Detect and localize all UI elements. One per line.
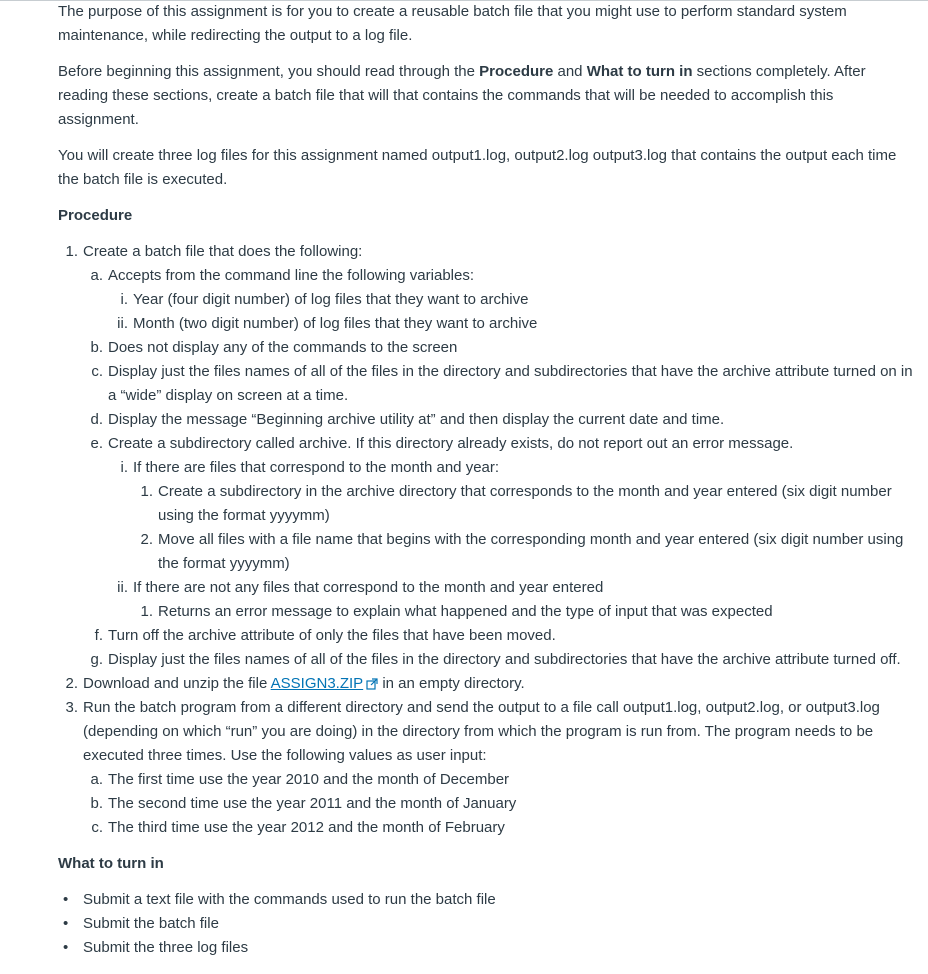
bullet-marker: • bbox=[63, 939, 69, 956]
list-marker: i. bbox=[120, 459, 128, 476]
intro-paragraph-3: You will create three log files for this assignment named output1.log, output2.log output3.log that contains the output each time the batch file is executed. bbox=[58, 147, 897, 188]
list-marker: ii. bbox=[117, 579, 128, 596]
step-3a-text: The first time use the year 2010 and the month of December bbox=[108, 771, 510, 788]
list-item bbox=[94, 624, 918, 648]
intro-p2-rest: sections completely. After reading these sections, create a batch file that will that contains the commands that will be needed to accomplish this assignment. bbox=[58, 63, 866, 128]
sublist-step-3 bbox=[83, 768, 918, 840]
step-1f-text: Turn off the archive attribute of only the files that have been moved. bbox=[108, 627, 556, 644]
list-marker: 1. bbox=[140, 603, 153, 620]
list-item bbox=[90, 648, 918, 672]
step-3b-text: The second time use the year 2011 and the month of January bbox=[108, 795, 517, 812]
step-2-rest: in an empty directory. bbox=[378, 675, 525, 692]
sublist-step-1e bbox=[108, 456, 918, 624]
external-link-icon[interactable] bbox=[366, 678, 378, 690]
list-marker: c. bbox=[91, 819, 103, 836]
step-1e-i-2-text: Move all files with a file name that begins with the corresponding month and year entered (six digit number using the format yyyymm) bbox=[158, 531, 904, 572]
step-1b-text: Does not display any of the commands to the screen bbox=[108, 339, 458, 356]
list-marker: f. bbox=[94, 627, 103, 644]
list-marker: c. bbox=[91, 363, 103, 380]
list-marker: 1. bbox=[65, 243, 78, 260]
list-item bbox=[140, 528, 918, 576]
list-marker: 2. bbox=[65, 675, 78, 692]
list-marker: 3. bbox=[65, 699, 78, 716]
assignment-content bbox=[58, 0, 918, 960]
sublist-step-1 bbox=[83, 264, 918, 672]
sublist-step-1e-ii bbox=[133, 600, 918, 624]
step-1e-ii-1-text: Returns an error message to explain what happened and the type of input that was expected bbox=[158, 603, 773, 620]
step-1e-i-1-text: Create a subdirectory in the archive directory that corresponds to the month and year entered (six digit number using the format yyyymm) bbox=[158, 483, 892, 524]
step-1a-ii-text: Month (two digit number) of log files that they want to archive bbox=[133, 315, 538, 332]
list-item bbox=[63, 936, 918, 960]
list-item bbox=[63, 912, 918, 936]
list-marker: 1. bbox=[140, 483, 153, 500]
sublist-step-1a bbox=[108, 288, 918, 336]
list-item bbox=[65, 672, 918, 696]
list-item bbox=[65, 696, 918, 768]
intro-paragraph-1: The purpose of this assignment is for you to create a reusable batch file that you might use to perform standard system maintenance, while redirecting the output to a log file. bbox=[58, 3, 847, 44]
list-item bbox=[117, 576, 918, 600]
sublist-step-1e-i bbox=[133, 480, 918, 576]
list-marker: a. bbox=[90, 771, 103, 788]
list-marker: ii. bbox=[117, 315, 128, 332]
assign3-zip-link[interactable]: ASSIGN3.ZIP bbox=[270, 675, 364, 692]
turn-in-item-text: Submit the batch file bbox=[83, 915, 219, 932]
list-item bbox=[140, 480, 918, 528]
list-marker: a. bbox=[90, 267, 103, 284]
list-item bbox=[90, 336, 918, 360]
list-marker: b. bbox=[90, 339, 103, 356]
step-3c-text: The third time use the year 2012 and the month of February bbox=[108, 819, 505, 836]
list-item bbox=[91, 816, 918, 840]
step-3-text: Run the batch program from a different directory and send the output to a file call output1.log, output2.log, or output3.log (depending on which “run” you are doing) in the directory from which the program is run from. The program needs to be executed three times. Use the following values as user input: bbox=[83, 699, 880, 764]
step-1e-ii-text: If there are not any files that correspond to the month and year entered bbox=[133, 579, 604, 596]
list-item bbox=[90, 792, 918, 816]
list-marker: b. bbox=[90, 795, 103, 812]
bullet-marker: • bbox=[63, 915, 69, 932]
turn-in-list bbox=[58, 888, 918, 960]
step-1g-text: Display just the files names of all of the files in the directory and subdirectories that have the archive attribute turned off. bbox=[108, 651, 901, 668]
step-1e-text: Create a subdirectory called archive. If this directory already exists, do not report out an error message. bbox=[108, 435, 794, 452]
procedure-heading: Procedure bbox=[58, 207, 133, 224]
list-marker: 2. bbox=[140, 531, 153, 548]
list-item bbox=[120, 288, 918, 312]
list-marker: i. bbox=[120, 291, 128, 308]
procedure-list bbox=[58, 240, 918, 840]
list-item bbox=[90, 408, 918, 432]
list-marker: d. bbox=[90, 411, 103, 428]
step-1a-i-text: Year (four digit number) of log files that they want to archive bbox=[133, 291, 529, 308]
intro-p2-and: and bbox=[553, 63, 587, 80]
list-item bbox=[90, 264, 918, 288]
turn-in-item-text: Submit a text file with the commands used to run the batch file bbox=[83, 891, 496, 908]
list-item bbox=[117, 312, 918, 336]
list-item bbox=[65, 240, 918, 264]
list-marker: g. bbox=[90, 651, 103, 668]
turn-in-ref: What to turn in bbox=[586, 63, 693, 80]
bullet-marker: • bbox=[63, 891, 69, 908]
step-1d-text: Display the message “Beginning archive utility at” and then display the current date and time. bbox=[108, 411, 725, 428]
procedure-ref: Procedure bbox=[479, 63, 554, 80]
turn-in-heading: What to turn in bbox=[58, 855, 164, 872]
turn-in-item-text: Submit the three log files bbox=[83, 939, 249, 956]
intro-p2-text: Before beginning this assignment, you should read through the bbox=[58, 63, 480, 80]
list-item bbox=[63, 888, 918, 912]
list-item bbox=[91, 360, 918, 408]
list-item bbox=[90, 432, 918, 456]
step-1a-text: Accepts from the command line the following variables: bbox=[108, 267, 475, 284]
list-marker: e. bbox=[90, 435, 103, 452]
list-item bbox=[120, 456, 918, 480]
list-item bbox=[90, 768, 918, 792]
step-1-text: Create a batch file that does the following: bbox=[83, 243, 363, 260]
list-item bbox=[140, 600, 918, 624]
step-1c-text: Display just the files names of all of the files in the directory and subdirectories that have the archive attribute turned on in a “wide” display on screen at a time. bbox=[108, 363, 913, 404]
intro-paragraph-2 bbox=[58, 60, 918, 132]
step-2-text: Download and unzip the file bbox=[83, 675, 271, 692]
step-1e-i-text: If there are files that correspond to the month and year: bbox=[133, 459, 500, 476]
